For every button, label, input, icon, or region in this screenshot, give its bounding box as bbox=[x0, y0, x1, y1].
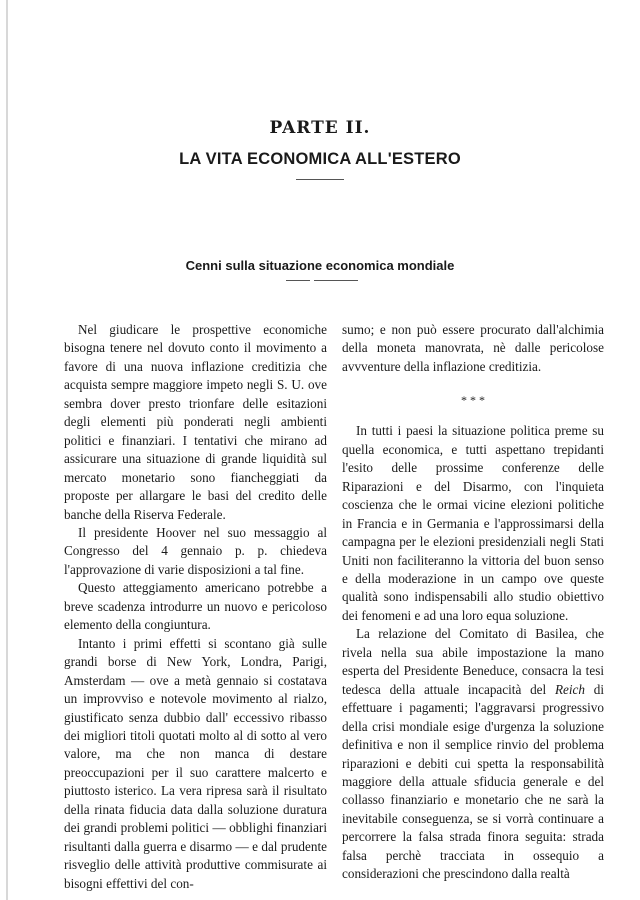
italic-term: Reich bbox=[554, 681, 585, 697]
paragraph: Il presidente Hoover nel suo messaggio al Congresso del 4 gennaio p. p. chiedeva l'approvazione di varie disposizioni a tal fine. bbox=[64, 524, 327, 577]
paragraph: Nel giudicare le prospettive economiche bisogna tenere nel dovuto conto il movimento a favore di una nuova inflazione creditizia che acquista sempre maggiore impeto negli S. U. ove sembra dover presto trionfare delle esitazioni degli elementi più ponderati negli ambienti politici e finanziari. I tentativi che mirano ad assicurare una situazione di grande liquidità sul mercato monetario sono fiancheggiati da proposte per allargare le basi del credito delle banche della Riserva Federale. bbox=[64, 322, 327, 522]
section-rule-right bbox=[314, 280, 358, 281]
paragraph bbox=[342, 625, 604, 883]
paragraph: Intanto i primi effetti si scontano già sulle grandi borse di New York, Londra, Parigi, Amsterdam — ove a metà gennaio si costatava un improvviso e notevole movimento al rialzo, giustificato senza dubbio dall' eccessivo ribasso dei migliori titoli quotati molto al di sotto al vero valore, ma che non manca di destare preoccupazioni per il suo carattere malcerto e piuttosto isterico. La vera ripresa sarà il risultato della rinata fiducia data dalla soluzione duratura dei grandi problemi politici — obblighi finanziari risultanti dalla guerra e disarmo — e dal prudente risveglio delle attività produttive commisurate ai bisogni effettivi del con- bbox=[64, 635, 327, 891]
page-title: LA VITA ECONOMICA ALL'ESTERO bbox=[179, 150, 461, 168]
section-heading: Cenni sulla situazione economica mondiale bbox=[185, 258, 455, 273]
paragraph-text: di effettuare i pagamenti; l'aggravarsi progressivo della crisi mondiale esige d'urgenza la soluzione definitiva e non il semplice rinvio del problema riparazioni e debiti cui spetta la responsabilità maggiore della attuale sfiducia generale e del collasso finanziario e monetario che ne sarà la inevitabile conseguenza, se si vorrà continuare a percorrere la falsa strada finora seguita: strada falsa perchè tracciata in ossequio a considerazioni che prescindono dalla realtà bbox=[342, 681, 604, 882]
paragraph: Questo atteggiamento americano potrebbe a breve scadenza introdurre un nuovo e pericoloso elemento della congiuntura. bbox=[64, 580, 327, 633]
title-underline bbox=[296, 179, 344, 180]
right-column bbox=[342, 321, 604, 884]
left-column bbox=[64, 321, 327, 893]
section-rule-left bbox=[286, 280, 310, 281]
section-separator-asterisks: * * * bbox=[461, 393, 485, 408]
paragraph-text: La relazione del Comitato di Basilea, che rivela nella sua abile impostazione la mano esperta del Presidente Beneduce, consacra la tesi tedesca della attuale incapacità del bbox=[342, 626, 604, 697]
paragraph: In tutti i paesi la situazione politica preme su quella economica, e tutti aspettano trepidanti l'esito delle prossime conferenze delle Riparazioni e del Disarmo, con l'inquieta coscienza che le ormai vicine elezioni politiche in Francia e in Germania e l'approssimarsi della campagna per le elezioni presidenziali negli Stati Uniti non faciliteranno la vittoria del buon senso e della moderazione in un campo ove queste qualità sono indispensabili allo studio obiettivo dei fenomeni e ad una loro equa soluzione. bbox=[342, 423, 604, 623]
part-heading: PARTE II. bbox=[269, 118, 371, 138]
paragraph: sumo; e non può essere procurato dall'alchimia della moneta manovrata, nè dalle pericolose avvventure della inflazione creditizia. bbox=[342, 322, 604, 374]
